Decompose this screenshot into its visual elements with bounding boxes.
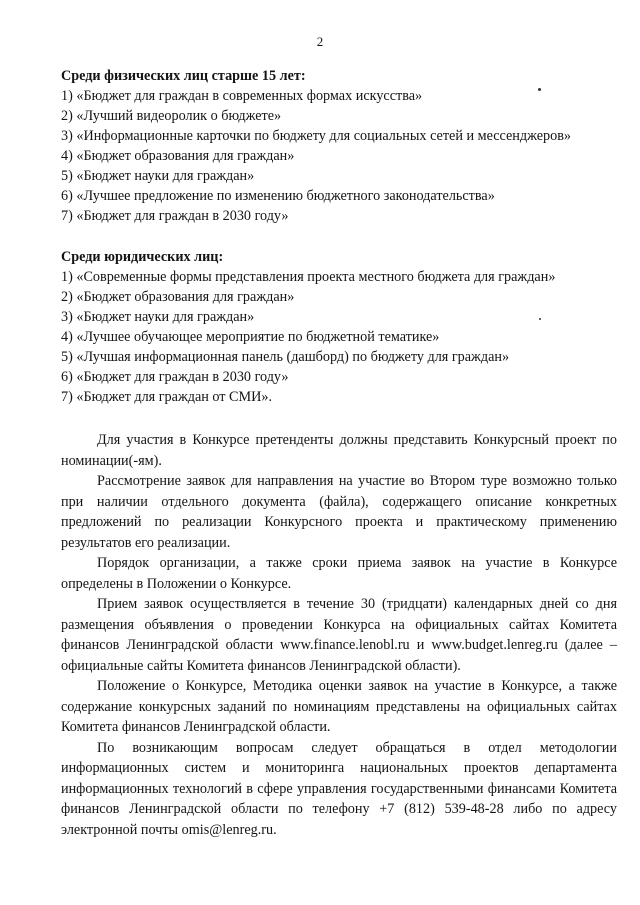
document-body [61, 66, 617, 840]
nomination-list-legal [61, 267, 617, 407]
list-item: 7) «Бюджет для граждан от СМИ». [61, 389, 273, 405]
paragraph-contacts: По возникающим вопросам следует обращаться в отдел методологии информационных систем и мониторинга национальных проектов департамента информационных технологий в сфере управления государственными финансами Комитета финансов Ленинградской области по телефону +7 (812) 539-48-28 либо по адресу электронной почты omis@lenreg.ru. [61, 739, 617, 838]
spacer [61, 226, 617, 247]
list-item: 2) «Лучший видеоролик о бюджете» [61, 108, 282, 124]
list-item: 1) «Бюджет для граждан в современных формах искусства» [61, 88, 423, 104]
list-item: 5) «Лучшая информационная панель (дашборд) по бюджету для граждан» [61, 349, 510, 365]
list-item: 1) «Современные формы представления проекта местного бюджета для граждан» [61, 269, 556, 285]
list-item: 6) «Бюджет для граждан в 2030 году» [61, 369, 289, 385]
paragraph-second-round: Рассмотрение заявок для направления на участие во Втором туре возможно только при наличии отдельного документа (файла), содержащего описание конкретных предложений по реализации Конкурсного проекта и практическому применению результатов его реализации. [61, 473, 617, 551]
paragraph-regulations: Положение о Конкурсе, Методика оценки заявок на участие в Конкурсе, а также содержание конкурсных заданий по номинациям представлены на официальных сайтах Комитета финансов Ленинградской области. [61, 678, 617, 735]
section-title-individuals: Среди физических лиц старше 15 лет: [61, 68, 306, 84]
list-item: 3) «Информационные карточки по бюджету для социальных сетей и мессенджеров» [61, 128, 572, 144]
list-item: 6) «Лучшее предложение по изменению бюджетного законодательства» [61, 188, 495, 204]
list-item: 2) «Бюджет образования для граждан» [61, 289, 295, 305]
paragraph-participation: Для участия в Конкурсе претенденты должны представить Конкурсный проект по номинации(-ям). [61, 432, 617, 469]
list-item: 4) «Лучшее обучающее мероприятие по бюджетной тематике» [61, 329, 440, 345]
list-item: 5) «Бюджет науки для граждан» [61, 168, 255, 184]
nomination-list-individuals [61, 86, 617, 226]
section-title-legal: Среди юридических лиц: [61, 249, 224, 265]
page-number: 2 [316, 34, 324, 49]
paragraph-application-period: Прием заявок осуществляется в течение 30 (тридцати) календарных дней со дня размещения объявления о проведении Конкурса на официальных сайтах Комитета финансов Ленинградской области www.finance.lenobl.ru и www.budget.lenreg.ru (далее – официальные сайты Комитета финансов Ленинградской области). [61, 596, 617, 674]
list-item: 4) «Бюджет образования для граждан» [61, 148, 295, 164]
spacer [61, 407, 617, 430]
paragraph-procedure: Порядок организации, а также сроки приема заявок на участие в Конкурсе определены в Положении о Конкурсе. [61, 555, 617, 592]
list-item: 3) «Бюджет науки для граждан» [61, 309, 255, 325]
list-item: 7) «Бюджет для граждан в 2030 году» [61, 208, 289, 224]
